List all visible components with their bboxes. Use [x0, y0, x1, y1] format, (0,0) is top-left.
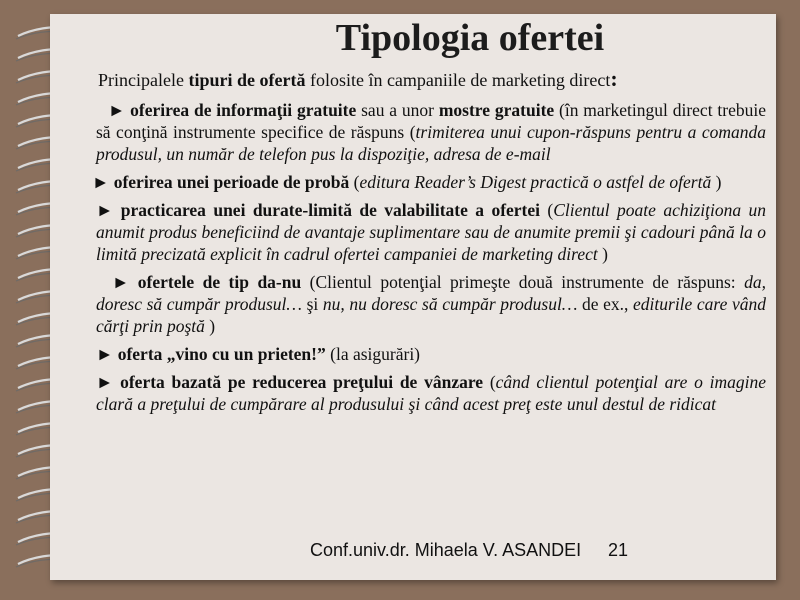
- item-italic: când clientul potenţial are o imagine clară a preţului de cumpărare al produsului şi când acest preţ este unul destul de ridicat: [96, 372, 766, 414]
- item-italic: trimiterea unui cupon-răspuns pentru a comanda produsul, un număr de telefon pus la dispoziţie, adresa de e-mail: [96, 122, 766, 164]
- item-italic: da, doresc să cumpăr produsul…: [96, 272, 766, 314]
- list-item-vino-cu-prieten: [96, 343, 766, 365]
- bullet-arrow-icon: ►: [112, 272, 138, 292]
- page-number: 21: [608, 540, 629, 560]
- item-italic: nu, nu doresc să cumpăr produsul…: [322, 294, 578, 314]
- intro-suffix: folosite în campaniile de marketing direct: [305, 70, 611, 90]
- item-italic: editura Reader’s Digest practică o astfel de ofertă: [359, 172, 712, 192]
- item-text: de ex.,: [577, 294, 634, 314]
- bullet-arrow-icon: ►: [108, 100, 131, 120]
- item-bold: mostre gratuite: [438, 100, 555, 120]
- list-item-perioada-proba: [92, 171, 766, 193]
- item-bold: practicarea unei durate-limită de valabilitate a ofertei: [120, 200, 541, 220]
- item-italic: Clientul poate achiziţiona un anumit produs beneficiind de avantaje suplimentare sau de anumite premii şi cadouri până la o limită precizată explicit în cadrul ofertei campaniei de marketing direct: [96, 200, 767, 264]
- item-text: (Clientul potenţial primeşte două instrumente de răspuns:: [301, 272, 745, 292]
- list-item-informatii-gratuite: [96, 99, 766, 165]
- item-text: (: [540, 200, 554, 220]
- intro-prefix: Principalele: [98, 70, 189, 90]
- item-italic: editurile care vând cărţi prin poştă: [96, 294, 766, 336]
- item-text: (în marketingul direct trebuie să conţină instrumente specifice de răspuns (: [96, 100, 766, 142]
- item-bold: oferirea de informaţii gratuite: [130, 100, 357, 120]
- item-text: ): [204, 316, 216, 336]
- slide-title: Tipologia ofertei: [335, 17, 605, 59]
- list-item-durata-limita: [96, 199, 766, 265]
- bullet-arrow-icon: ►: [96, 200, 121, 220]
- footer-author: Conf.univ.dr. Mihaela V. ASANDEI: [310, 540, 582, 560]
- item-text: sau a unor: [356, 100, 439, 120]
- intro-bold: tipuri de ofertă: [188, 70, 306, 90]
- list-item-reducere-pret: [96, 371, 766, 415]
- item-text: ): [597, 244, 608, 264]
- item-bold: oferta bazată pe reducerea preţului de vânzare: [120, 372, 484, 392]
- intro-line: [98, 68, 766, 91]
- bullet-arrow-icon: ►: [96, 344, 118, 364]
- item-text: (: [349, 172, 360, 192]
- intro-colon: :: [610, 66, 618, 91]
- item-text: şi: [301, 294, 323, 314]
- bullet-arrow-icon: ►: [92, 172, 114, 192]
- bullet-arrow-icon: ►: [96, 372, 121, 392]
- item-text: (la asigurări): [325, 344, 421, 364]
- item-bold: oferirea unei perioade de probă: [113, 172, 350, 192]
- list-item-da-nu: [96, 271, 766, 337]
- item-bold: ofertele de tip da-nu: [137, 272, 302, 292]
- slide-body: [92, 66, 767, 421]
- item-text: (: [483, 372, 496, 392]
- item-bold: oferta „vino cu un prieten!”: [117, 344, 326, 364]
- item-text: ): [711, 172, 722, 192]
